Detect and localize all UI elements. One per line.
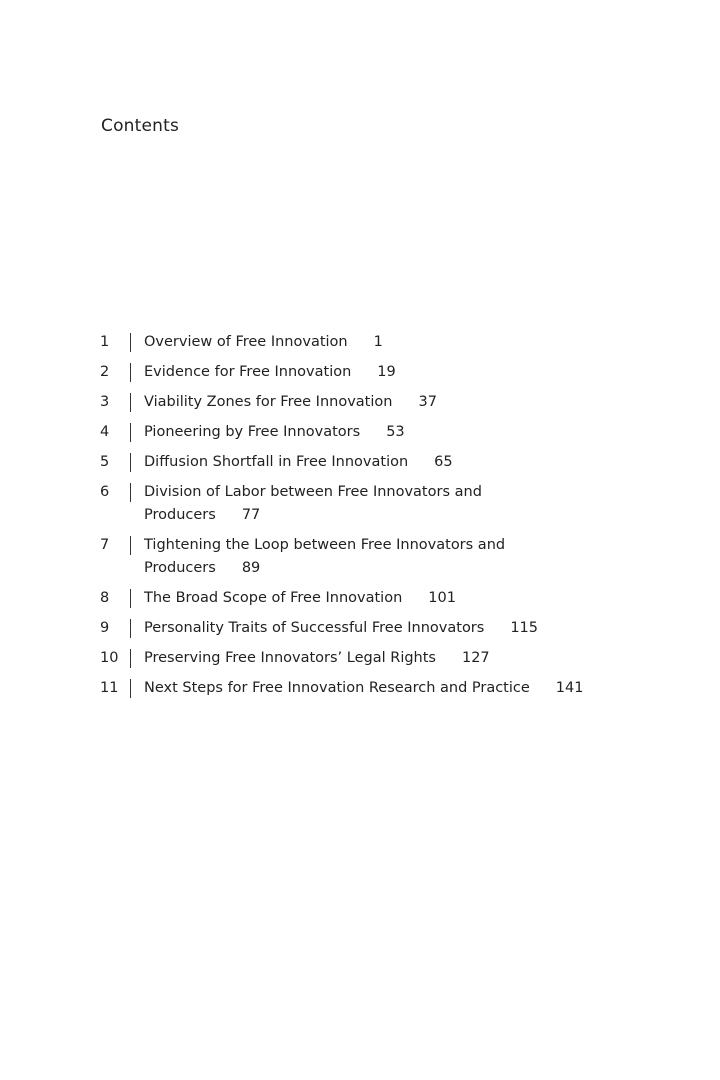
chapter-number: 5 [100,454,110,470]
divider-bar [130,423,131,442]
toc-entry [100,587,660,610]
chapter-number: 4 [100,424,110,440]
chapter-number: 10 [100,650,119,666]
toc-entry [100,451,660,474]
chapter-title-line [144,331,544,354]
toc-entry [100,361,660,384]
chapter-page: 37 [418,394,437,410]
divider-bar [130,333,131,352]
chapter-title: Tightening the Loop between Free Innovators and Producers [144,537,506,576]
chapter-number: 3 [100,394,110,410]
chapter-title-line [144,451,544,474]
chapter-page: 77 [241,507,261,523]
toc-entry [100,677,660,700]
toc-entry [100,481,660,527]
chapter-title-line [144,617,604,640]
chapter-title-line [144,647,604,670]
toc-entry [100,421,660,444]
chapter-number: 7 [100,537,110,553]
chapter-number: 8 [100,590,110,606]
divider-bar [130,619,131,638]
chapter-number: 2 [100,364,110,380]
chapter-title: Overview of Free Innovation [144,334,348,350]
contents-heading: Contents [101,116,180,136]
divider-bar [130,483,131,502]
chapter-number: 6 [100,484,110,500]
table-of-contents [100,331,660,707]
chapter-page: 65 [434,454,453,470]
chapter-page: 101 [428,590,456,606]
chapter-page: 127 [461,650,490,666]
chapter-number: 1 [100,334,110,350]
divider-bar [130,649,131,668]
divider-bar [130,363,131,382]
chapter-title-line [144,587,544,610]
chapter-page: 53 [386,424,405,440]
chapter-title-line [144,421,544,444]
chapter-title: Diffusion Shortfall in Free Innovation [144,454,409,470]
chapter-page: 19 [377,364,396,380]
chapter-title-line [144,361,544,384]
divider-bar [130,679,131,698]
chapter-page: 141 [555,680,584,696]
toc-entry [100,617,660,640]
chapter-title: Personality Traits of Successful Free Innovators [144,620,485,636]
chapter-title: Preserving Free Innovators’ Legal Rights [144,650,436,666]
chapter-page: 115 [510,620,539,636]
chapter-title: The Broad Scope of Free Innovation [144,590,403,606]
chapter-page: 89 [241,560,261,576]
divider-bar [130,589,131,608]
chapter-number: 9 [100,620,110,636]
divider-bar [130,453,131,472]
chapter-number: 11 [100,680,119,696]
chapter-title: Viability Zones for Free Innovation [144,394,393,410]
toc-entry [100,647,660,670]
toc-entry [100,391,660,414]
chapter-title: Pioneering by Free Innovators [144,424,361,440]
chapter-title-line [144,677,604,700]
divider-bar [130,536,131,555]
chapter-title: Next Steps for Free Innovation Research and Practice [144,680,530,696]
divider-bar [130,393,131,412]
chapter-title-line [144,534,544,580]
chapter-title: Division of Labor between Free Innovators and Producers [144,484,482,523]
chapter-title-line [144,391,544,414]
toc-entry [100,331,660,354]
chapter-title: Evidence for Free Innovation [144,364,352,380]
chapter-title-line [144,481,544,527]
chapter-page: 1 [373,334,383,350]
toc-entry [100,534,660,580]
